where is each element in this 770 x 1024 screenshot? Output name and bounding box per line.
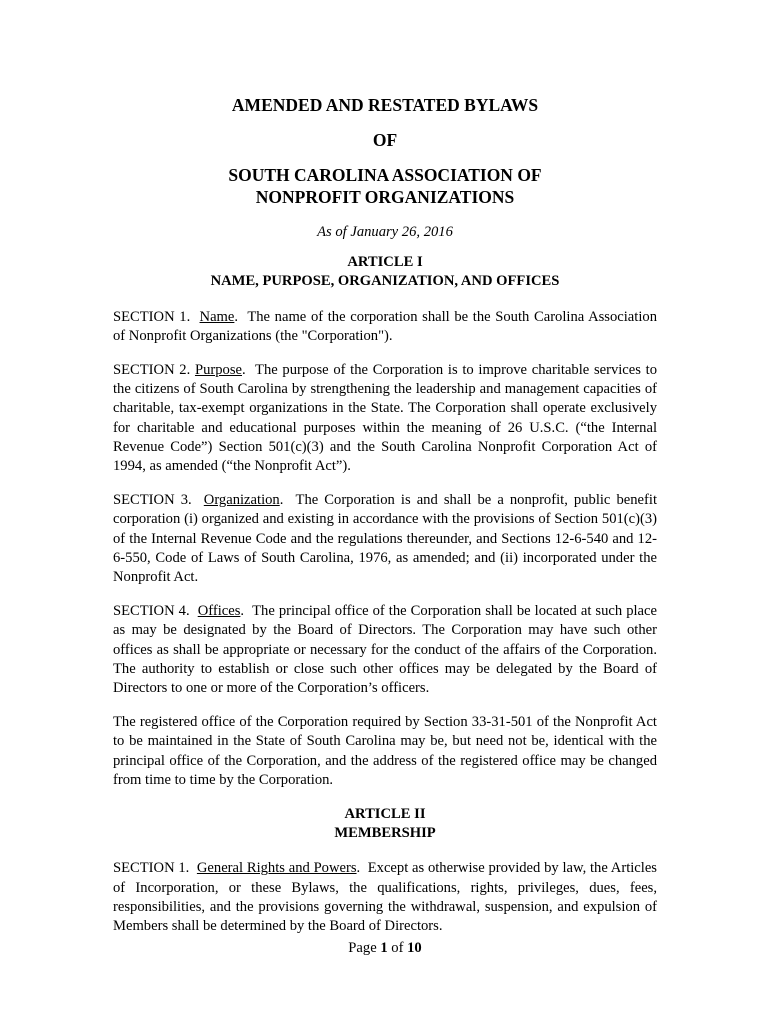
section-title: Organization [203,492,280,509]
section-body: The Corporation is and shall be a nonprofit, public benefit corporation (i) organized and existing in accordance with the provisions of Section 501(c)(3) of the Internal Revenue Code and the regulations thereunder, and Sections 12-6-540 and 12-6-550, Code of Laws of South Carolina, 1976, as amended; and (ii) incorporated under the Nonprofit Act. [113,492,657,586]
section-prefix: SECTION 4. [113,603,190,620]
article1-section1: SECTION 1. Name. The name of the corporation shall be the South Carolina Association of Nonprofit Organizations (the "Corporation"). [113,308,657,344]
article1-label: ARTICLE I [347,254,423,271]
registered-office-paragraph: The registered office of the Corporation required by Section 33-31-501 of the Nonprofit Act to be maintained in the State of South Carolina may be, but need not be, identical with the principal office of the Corporation, and the address of the registered office may be changed from time to time by the Corporation. [113,714,657,788]
section-body: Except as otherwise provided by law, the Articles of Incorporation, or these Bylaws, the qualifications, rights, privileges, dues, fees, responsibilities, and the provisions governing the withdrawal, suspension, and expulsion of Members shall be determined by the Board of Directors. [113,860,657,935]
section-body: The principal office of the Corporation shall be located at such place as may be designated by the Board of Directors. The Corporation may have such other offices as shall be appropriate or necessary for the conduct of the affairs of the Corporation. The authority to establish or close such other offices may be delegated by the Board of Directors to one or more of the Corporation’s officers. [113,603,657,697]
section-title: General Rights and Powers [196,860,357,877]
article1-heading: NAME, PURPOSE, ORGANIZATION, AND OFFICES [210,273,560,290]
section-prefix: SECTION 2. [113,362,191,379]
section-prefix: SECTION 1. [113,860,190,877]
page-total: 10 [407,940,422,956]
article1-section2: SECTION 2. Purpose. The purpose of the Corporation is to improve charitable services to the citizens of South Carolina by strengthening the leadership and management capacities of charitable, tax-exempt organizations in the State. The Corporation shall operate exclusively for charitable and educational purposes within the meaning of 26 U.S.C. (“the Internal Revenue Code”) Section 501(c)(3) and the South Carolina Nonprofit Corporation Act of 1994, as amended (“the Nonprofit Act”). [113,362,657,475]
section-prefix: SECTION 1. [113,308,191,325]
document-date: As of January 26, 2016 [317,224,453,240]
document-title-line3: SOUTH CAROLINA ASSOCIATION OF [228,165,542,185]
section-title: Name [199,308,235,325]
document-title-line2: OF [372,130,398,150]
article1-section4: SECTION 4. Offices. The principal office of the Corporation shall be located at such place as may be designated by the Board of Directors. The Corporation may have such other offices as shall be appropriate or necessary for the conduct of the affairs of the Corporation. The authority to establish or close such other offices may be delegated by the Board of Directors to one or more of the Corporation’s officers. [113,603,657,697]
section-prefix: SECTION 3. [113,492,192,509]
section-body: The name of the corporation shall be the South Carolina Association of Nonprofit Organizations (the "Corporation"). [113,308,657,344]
article2-section1: SECTION 1. General Rights and Powers. Except as otherwise provided by law, the Articles of Incorporation, or these Bylaws, the qualifications, rights, privileges, dues, fees, responsibilities, and the provisions governing the withdrawal, suspension, and expulsion of Members shall be determined by the Board of Directors. [113,860,657,935]
article1-section3: SECTION 3. Organization. The Corporation is and shall be a nonprofit, public benefit corporation (i) organized and existing in accordance with the provisions of Section 501(c)(3) of the Internal Revenue Code and the regulations thereunder, and Sections 12-6-540 and 12-6-550, Code of Laws of South Carolina, 1976, as amended; and (ii) incorporated under the Nonprofit Act. [113,492,657,586]
page-word: Page [348,940,377,956]
document-title-line1: AMENDED AND RESTATED BYLAWS [231,95,539,115]
document-title-line4: NONPROFIT ORGANIZATIONS [255,187,515,207]
of-word: of [391,940,404,956]
article2-label: ARTICLE II [344,806,426,823]
page-footer [113,940,657,957]
section-title: Offices [197,603,241,620]
section-body: The purpose of the Corporation is to improve charitable services to the citizens of South Carolina by strengthening the leadership and management capacities of charitable, tax-exempt organizations in the State. The Corporation shall operate exclusively for charitable and educational purposes within the meaning of 26 U.S.C. (“the Internal Revenue Code”) Section 501(c)(3) and the South Carolina Nonprofit Corporation Act of 1994, as amended (“the Nonprofit Act”). [113,362,657,475]
page-number: 1 [380,940,388,956]
document-page [113,94,657,936]
article2-heading: MEMBERSHIP [334,825,436,842]
section-title: Purpose [194,362,242,379]
